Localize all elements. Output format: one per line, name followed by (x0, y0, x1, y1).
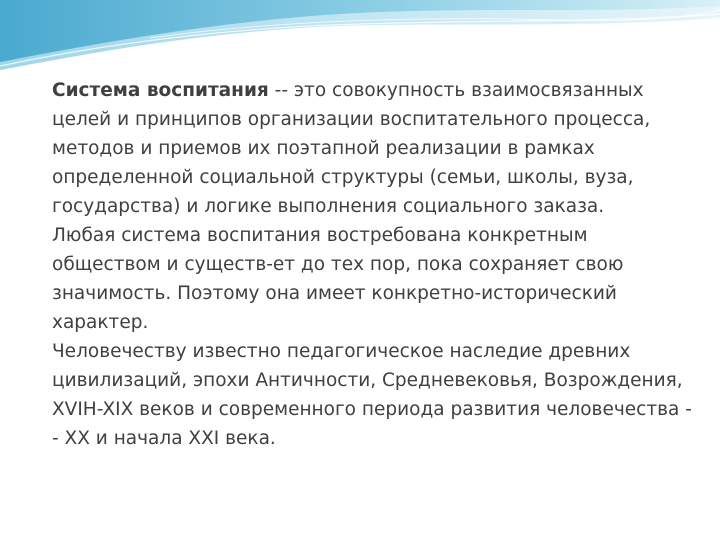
definition-text: -- это совокупность взаимосвязанных целей и принципов организации воспитательного процесса, методов и приемов их поэтапной реализации в рамках определенной социальной структуры (семьи, школы, вуза, государства) и логике выполнения социального заказа. (52, 80, 651, 217)
slide-body (52, 76, 692, 453)
wave-front (0, 0, 720, 62)
definition-term: Система воспитания (52, 80, 269, 101)
paragraph-2: Любая система воспитания востребована конкретным обществом и существ-ет до тех пор, пока сохраняет свою значимость. Поэтому она имеет конкретно-исторический характер. (52, 225, 624, 333)
paragraph-3: Человечеству известно педагогическое наследие древних цивилизаций, эпохи Античности, Средневековья, Возрождения, XVIH-XIX веков и современного периода развития человечества -- XX и начала XXI века. (52, 341, 692, 449)
definition-paragraph (52, 76, 692, 221)
